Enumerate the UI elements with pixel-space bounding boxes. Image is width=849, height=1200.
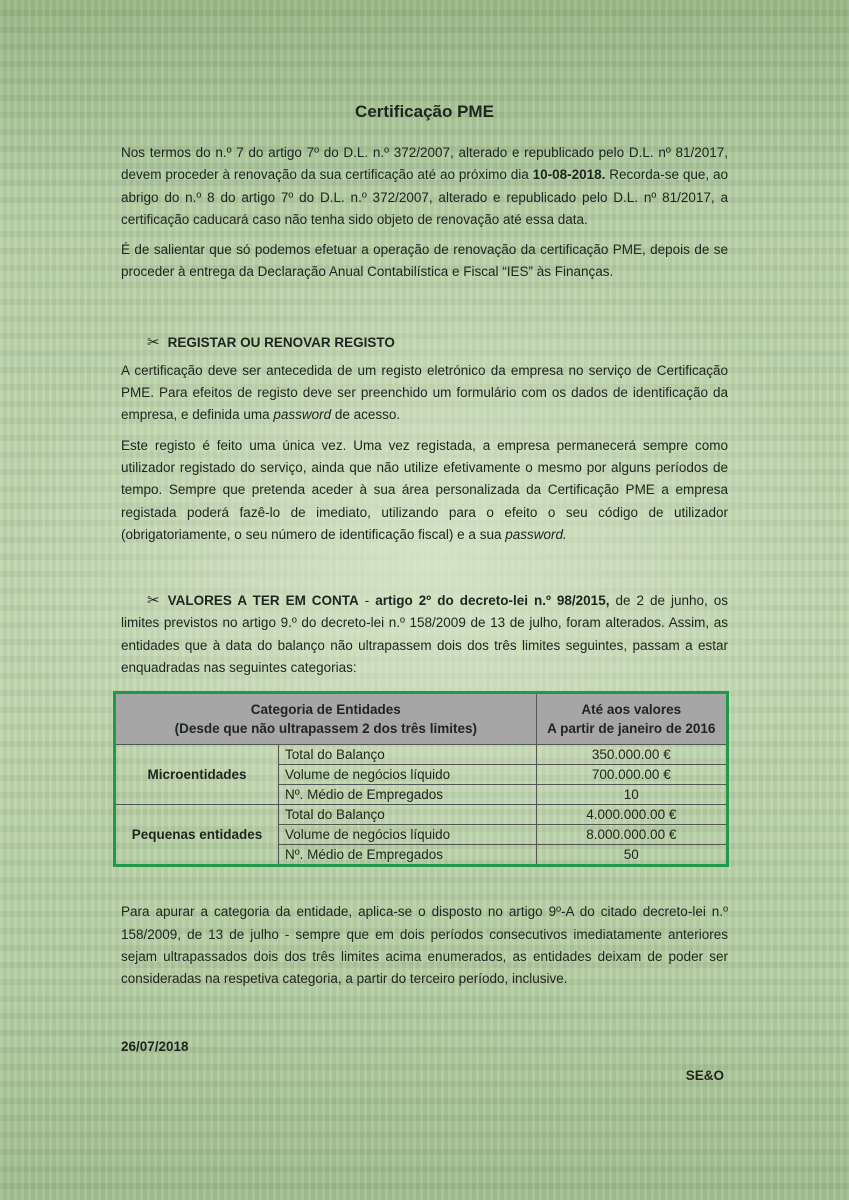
signature: SE&O xyxy=(685,1067,724,1083)
registo-text-1b: de acesso. xyxy=(331,407,401,423)
intro-text-1b: Recorda-se que, ao abrigo do n.º 8 do artigo 7º do D.L. n.º 372/2007, alterado e republicado pelo D.L. nº 81/2017, a certificação caducará caso não tenha sido objeto de renovação até essa data. xyxy=(121,167,729,227)
criterion-cell: Nº. Médio de Empregados xyxy=(279,845,537,866)
closing-paragraph: Para apurar a categoria da entidade, aplica-se o disposto no artigo 9º-A do citado decreto-lei n.º 158/2009, de 13 de julho - sempre que em dois períodos consecutivos imediatamente anteriores sejam ultrapassados dois dos três limites acima enumerados, as entidades deixam de poder ser consideradas na respetiva categoria, a partir do terceiro período, inclusive. xyxy=(121,904,728,987)
table-row xyxy=(115,745,728,765)
criterion-cell: Volume de negócios líquido xyxy=(279,825,537,845)
header-values-subtitle: A partir de janeiro de 2016 xyxy=(547,721,716,737)
registo-text-2a: Este registo é feito uma única vez. Uma vez registada, a empresa permanecerá sempre como utilizador registado do serviço, ainda que não utilize efetivamente o mesmo por alguns períodos de tempo. Sempre que pretenda aceder à sua área personalizada da Certificação PME a empresa registada poderá fazê-lo de imediato, utilizando para o efeito o seu código de utilizador (obrigatoriamente, o seu número de identificação fiscal) e a sua xyxy=(121,437,728,542)
header-category-title: Categoria de Entidades xyxy=(250,702,401,718)
registo-password-term: password xyxy=(273,407,332,423)
criterion-cell: Total do Balanço xyxy=(279,745,537,765)
valores-text: de 2 de junho, os limites previstos no artigo 9.º do decreto-lei n.º 158/2009 de 13 de julho, foram alterados. Assim, as entidades que à data do balanço não ultrapassem dois dos três limites seguintes, passam a estar enquadradas nas seguintes categorias: xyxy=(121,593,729,676)
category-cell: Microentidades xyxy=(115,745,279,805)
valores-paragraph xyxy=(121,590,728,679)
registo-password-term-2: password. xyxy=(505,526,567,542)
valores-legal-reference: artigo 2º do decreto-lei n.º 98/2015, xyxy=(375,593,610,609)
table-row xyxy=(115,805,728,825)
criterion-cell: Volume de negócios líquido xyxy=(279,765,537,785)
page-title: Certificação PME xyxy=(355,102,494,121)
value-cell: 50 xyxy=(536,845,727,866)
header-cell-values xyxy=(536,693,727,745)
section-heading-registo xyxy=(147,332,728,354)
scissors-icon: ✂ xyxy=(147,592,160,610)
section-heading-valores: VALORES A TER EM CONTA xyxy=(167,593,359,609)
intro-paragraph-2: É de salientar que só podemos efetuar a operação de renovação da certificação PME, depois de se proceder à entrega da Declaração Anual Contabilística e Fiscal “IES” às Finanças. xyxy=(121,242,728,280)
entity-categories-table xyxy=(113,691,729,867)
value-cell: 350.000.00 € xyxy=(536,745,727,765)
value-cell: 8.000.000.00 € xyxy=(536,825,727,845)
intro-paragraph-1 xyxy=(121,142,728,231)
registo-text-1a: A certificação deve ser antecedida de um registo eletrónico da empresa no serviço de Certificação PME. Para efeitos de registo deve ser preenchido um formulário com os dados de identificação da empresa, e definida uma xyxy=(121,362,728,423)
intro-text-1a: Nos termos do n.º 7 do artigo 7º do D.L. n.º 372/2007, alterado e republicado pelo D.L. nº 81/2017, devem proceder à renovação da sua certificação até ao próximo dia xyxy=(121,145,728,183)
section-heading-registo-label: REGISTAR OU RENOVAR REGISTO xyxy=(167,334,395,350)
value-cell: 10 xyxy=(536,785,727,805)
document-body xyxy=(121,100,728,1083)
criterion-cell: Total do Balanço xyxy=(279,805,537,825)
document-date: 26/07/2018 xyxy=(121,1038,189,1054)
value-cell: 4.000.000.00 € xyxy=(536,805,727,825)
scissors-icon: ✂ xyxy=(147,333,160,351)
valores-dash: - xyxy=(358,593,376,609)
registo-paragraph-1 xyxy=(121,360,728,427)
category-cell: Pequenas entidades xyxy=(115,805,279,866)
criterion-cell: Nº. Médio de Empregados xyxy=(279,785,537,805)
header-values-title: Até aos valores xyxy=(581,702,682,718)
renewal-deadline: 10-08-2018. xyxy=(532,167,606,183)
table-header-row xyxy=(115,693,728,745)
value-cell: 700.000.00 € xyxy=(536,765,727,785)
registo-paragraph-2 xyxy=(121,435,728,546)
header-category-subtitle: (Desde que não ultrapassem 2 dos três limites) xyxy=(174,721,477,737)
header-cell-category xyxy=(115,693,537,745)
